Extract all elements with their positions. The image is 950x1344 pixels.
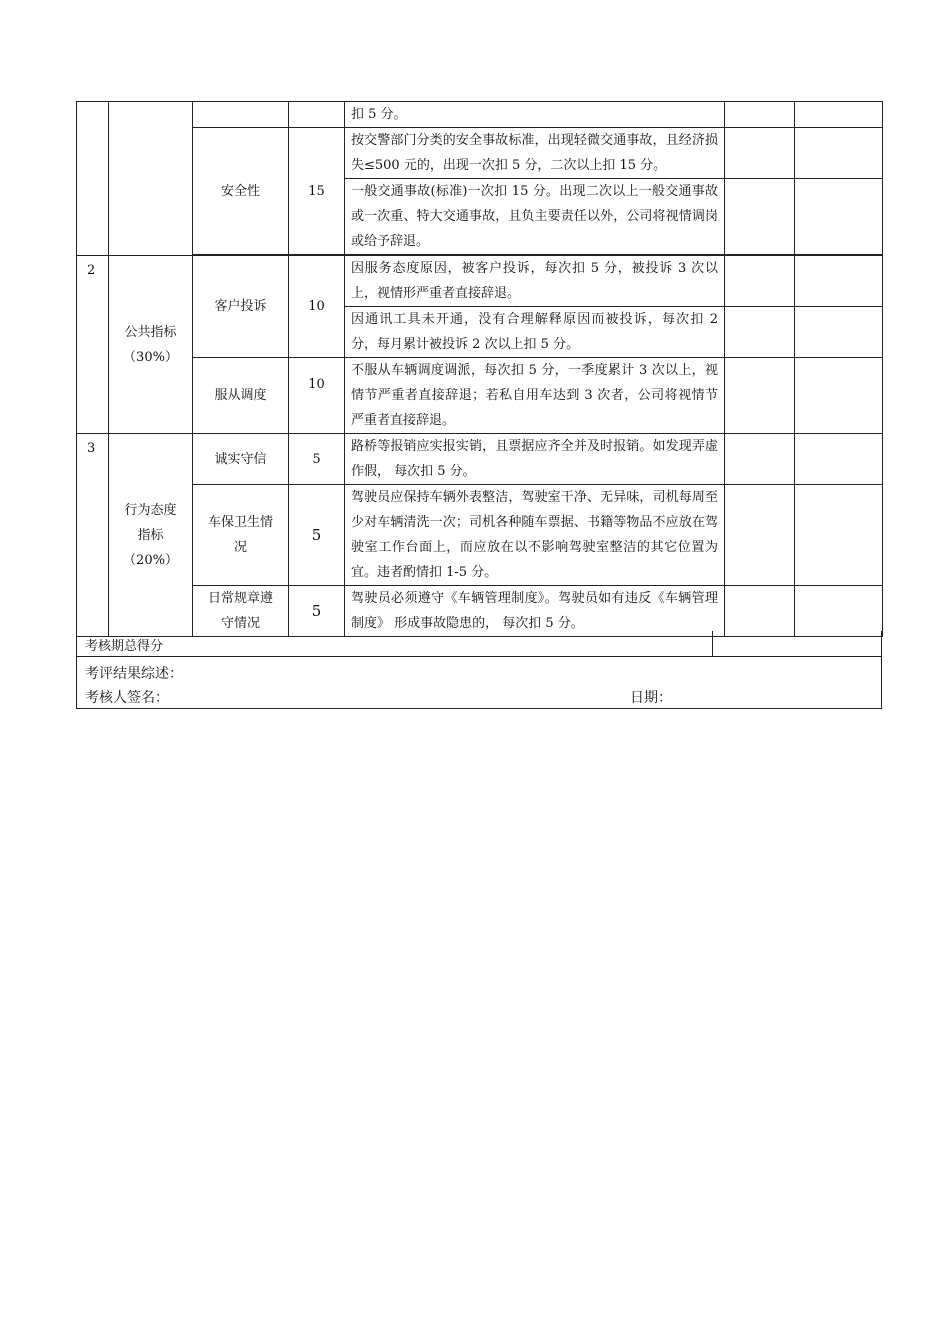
- category-weight: （30%）: [123, 349, 178, 365]
- item-cell: 安全性: [193, 128, 289, 255]
- item-cell: [193, 102, 289, 128]
- table-row: [77, 128, 883, 179]
- self-score-cell: [725, 358, 795, 434]
- criteria-cell: 路桥等报销应实报实销，且票据应齐全并及时报销。如发现弄虚作假， 每次扣 5 分。: [345, 434, 725, 485]
- final-score-cell: [795, 128, 883, 179]
- category-cell: [109, 102, 193, 256]
- self-score-cell: [725, 434, 795, 485]
- score-cell: [289, 102, 345, 128]
- self-score-cell: [725, 586, 795, 637]
- criteria-cell: 按交警部门分类的安全事故标准，出现轻微交通事故，且经济损失≤500 元的，出现一次扣 5 分，二次以上扣 15 分。: [345, 128, 725, 179]
- criteria-cell: 扣 5 分。: [345, 102, 725, 128]
- criteria-cell: 不服从车辆调度调派，每次扣 5 分，一季度累计 3 次以上，视情节严重者直接辞退；若私自用车达到 3 次者，公司将视情节严重者直接辞退。: [345, 358, 725, 434]
- criteria-cell: 驾驶员必须遵守《车辆管理制度》。驾驶员如有违反《车辆管理制度》 形成事故隐患的， 每次扣 5 分。: [345, 586, 725, 637]
- row-number-cell: 2: [77, 256, 109, 434]
- final-score-cell: [795, 256, 883, 307]
- total-score-row: [76, 631, 882, 657]
- self-score-cell: [725, 256, 795, 307]
- item-cell: [193, 586, 289, 637]
- item-cell: 诚实守信: [193, 434, 289, 485]
- evaluation-table: [76, 101, 883, 637]
- score-cell: 10: [289, 256, 345, 358]
- signer-label: 考核人签名：: [85, 690, 169, 706]
- table-row: [77, 256, 883, 307]
- table-row: [77, 586, 883, 637]
- item-cell: 服从调度: [193, 358, 289, 434]
- category-cell: [109, 256, 193, 434]
- category-label: 公共指标: [124, 324, 177, 340]
- final-score-cell: [795, 179, 883, 255]
- final-score-cell: [795, 102, 883, 128]
- criteria-cell: 一般交通事故(标准)一次扣 15 分。出现二次以上一般交通事故或一次重、特大交通事故，且负主要责任以外，公司将视情调岗或给予辞退。: [345, 179, 725, 255]
- final-score-cell: [795, 485, 883, 586]
- category-label: 行为态度: [124, 502, 177, 518]
- table-row: [77, 102, 883, 128]
- final-score-cell: [795, 358, 883, 434]
- table-row: [77, 485, 883, 586]
- divider: [712, 631, 713, 656]
- final-score-cell: [795, 434, 883, 485]
- score-cell: 5: [289, 586, 345, 637]
- self-score-cell: [725, 307, 795, 358]
- self-score-cell: [725, 485, 795, 586]
- final-score-cell: [795, 307, 883, 358]
- self-score-cell: [725, 128, 795, 179]
- item-label: 况: [233, 540, 247, 555]
- self-score-cell: [725, 102, 795, 128]
- criteria-cell: 因服务态度原因，被客户投诉，每次扣 5 分，被投诉 3 次以上，视情形严重者直接辞退。: [345, 256, 725, 307]
- category-weight: （20%）: [123, 552, 178, 568]
- criteria-cell: 驾驶员应保持车辆外表整洁，驾驶室干净、无异味，司机每周至少对车辆清洗一次；司机各种随车票据、书籍等物品不应放在驾驶室工作台面上，而应放在以不影响驾驶室整洁的其它位置为宜。违者酌情扣 1-5 分。: [345, 485, 725, 586]
- table-row: [77, 358, 883, 434]
- table-row: [77, 434, 883, 485]
- total-score-label: 考核期总得分: [85, 639, 164, 654]
- item-label: 日常规章遵: [207, 591, 273, 606]
- summary-label: 考评结果综述：: [85, 666, 183, 682]
- score-cell: 5: [289, 485, 345, 586]
- criteria-cell: 因通讯工具未开通，没有合理解释原因而被投诉，每次扣 2 分，每月累计被投诉 2 次以上扣 5 分。: [345, 307, 725, 358]
- item-label: 守情况: [220, 616, 260, 631]
- row-number-cell: 3: [77, 434, 109, 637]
- category-cell: [109, 434, 193, 637]
- score-cell: 10: [289, 358, 345, 434]
- item-label: 车保卫生情: [207, 515, 273, 530]
- summary-box: [76, 657, 882, 709]
- item-cell: 客户投诉: [193, 256, 289, 358]
- final-score-cell: [795, 586, 883, 637]
- row-number-cell: [77, 102, 109, 256]
- score-cell: 15: [289, 128, 345, 255]
- self-score-cell: [725, 179, 795, 255]
- date-label: 日期：: [630, 690, 672, 706]
- item-cell: [193, 485, 289, 586]
- score-cell: 5: [289, 434, 345, 485]
- category-label: 指标: [137, 527, 164, 543]
